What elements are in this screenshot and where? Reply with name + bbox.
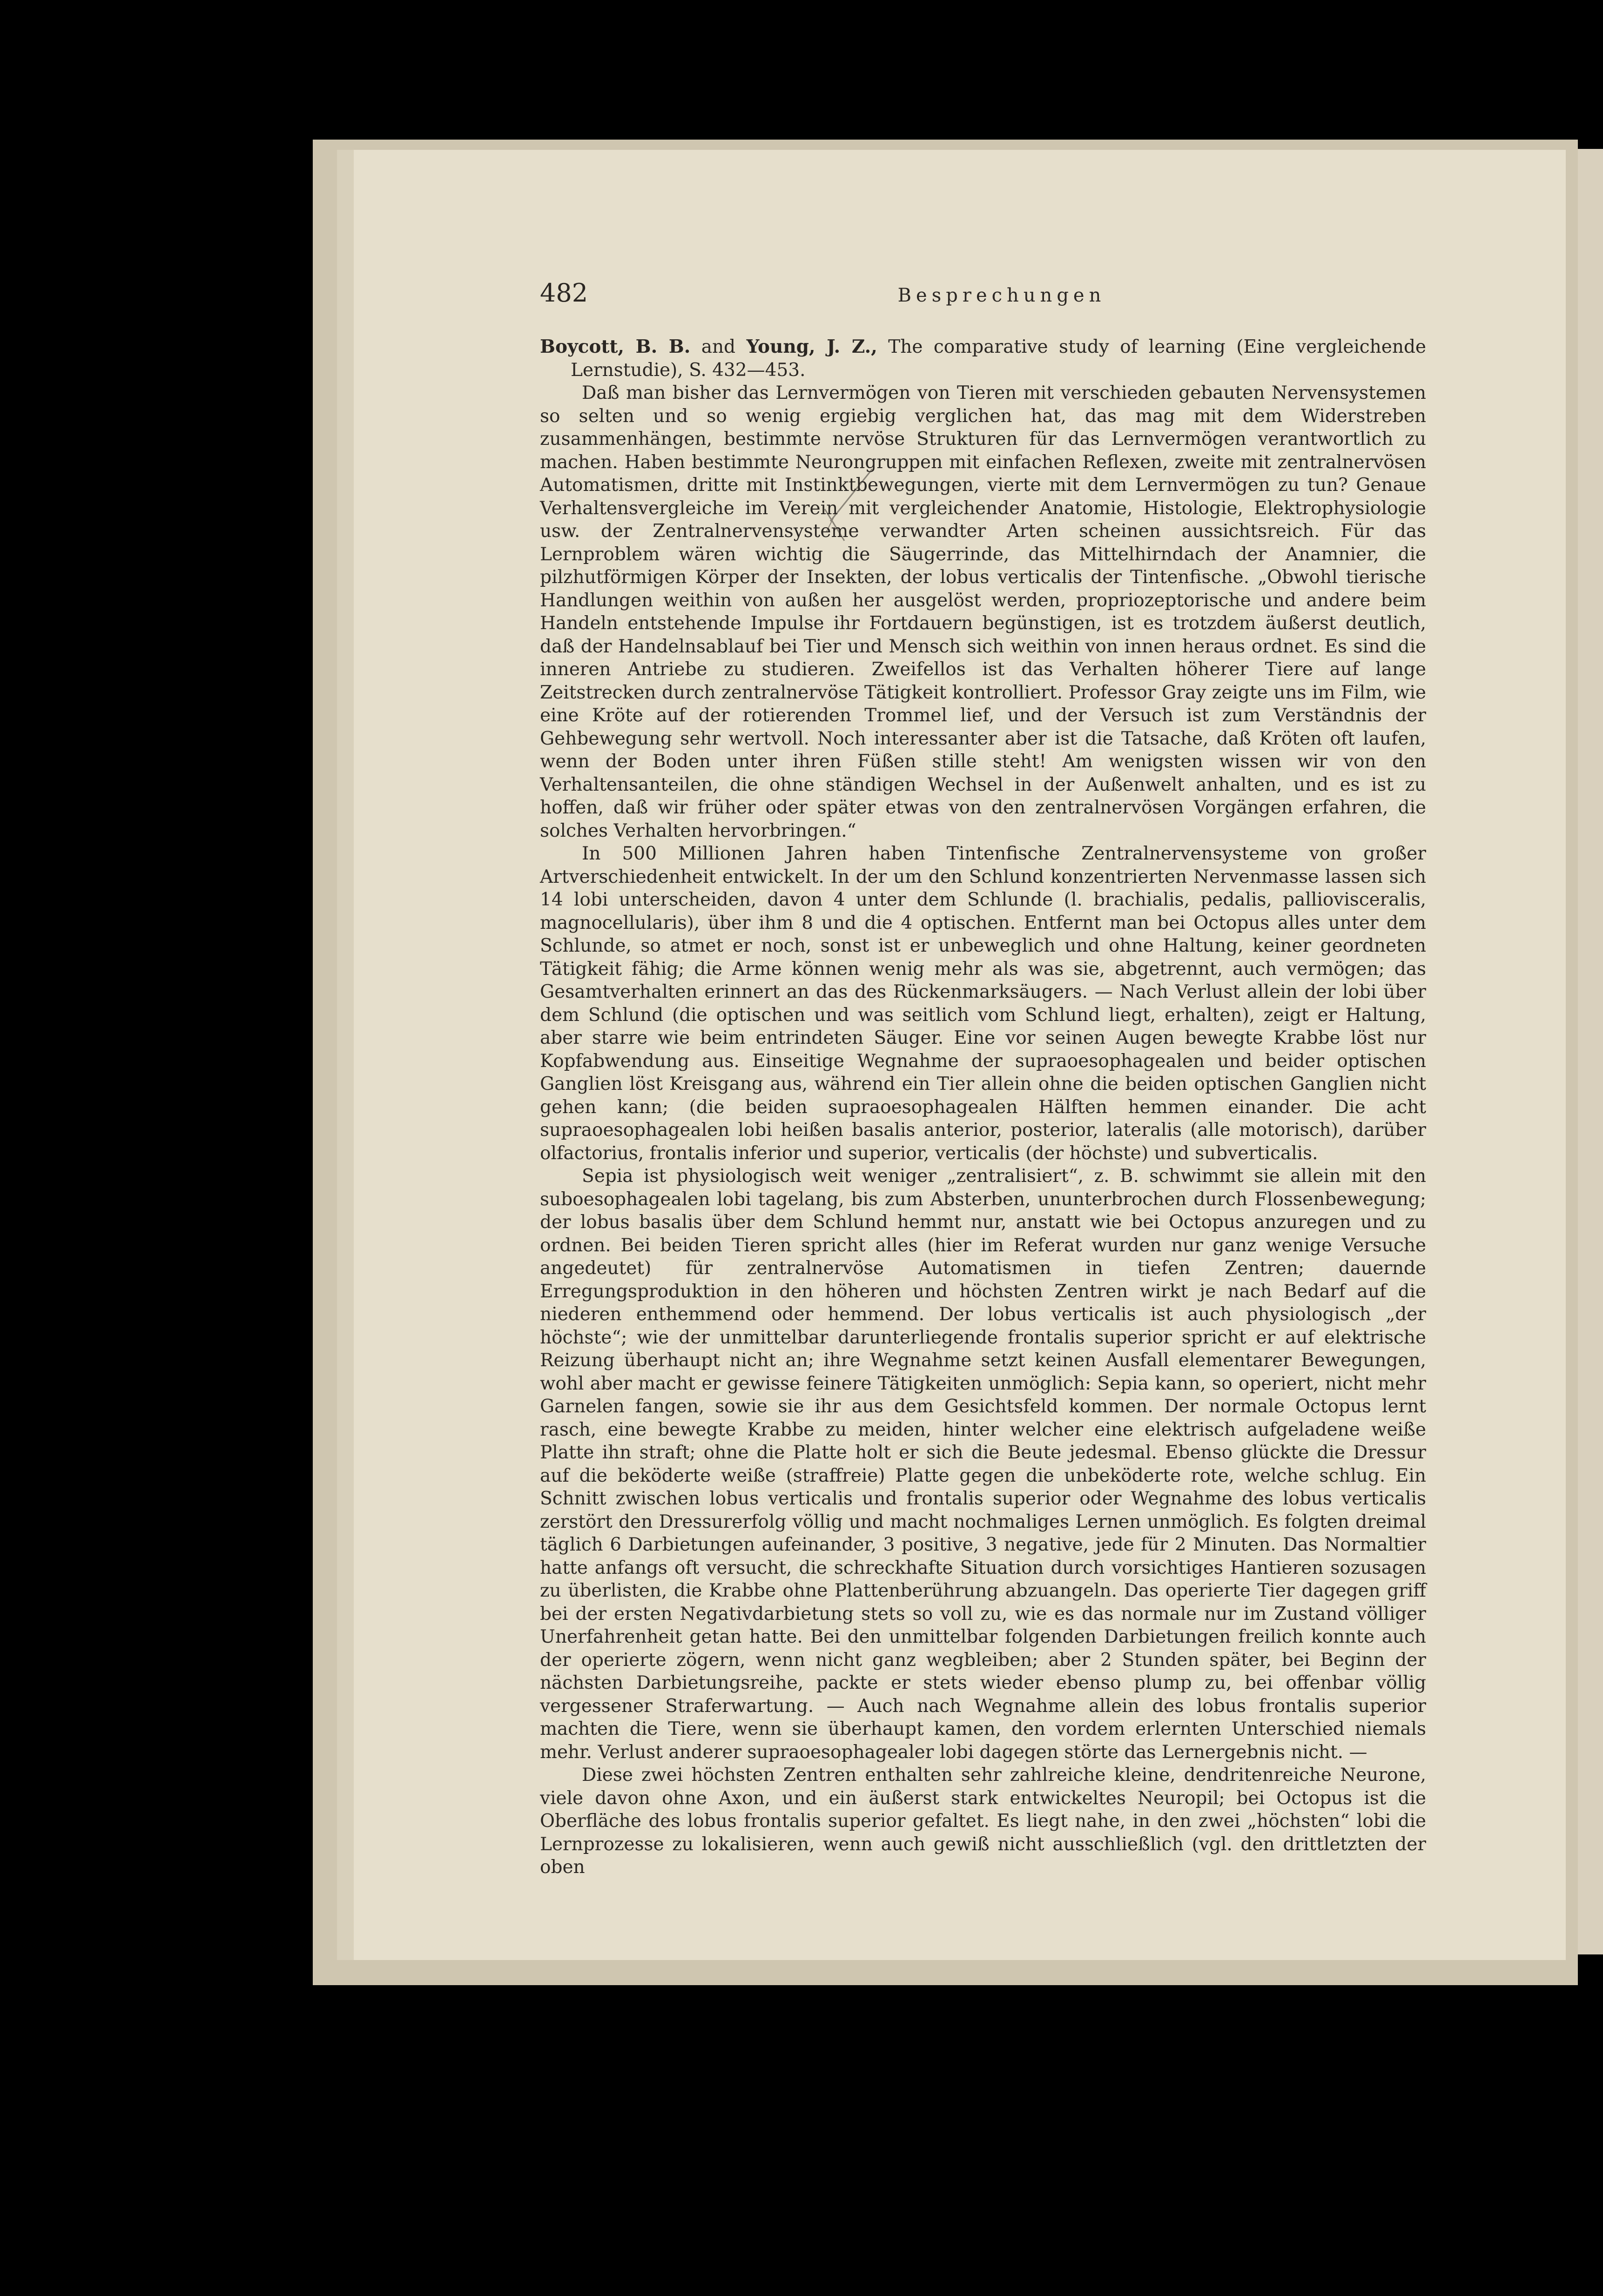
text-block [540,278,1426,1879]
book-page [337,150,1566,1960]
page-number: 482 [540,278,588,308]
adjacent-page-edge [1578,149,1603,1954]
citation-author-2: Young, J. Z., [746,336,877,357]
citation-author-1: Boycott, B. B. [540,336,691,357]
body-paragraph-1: Daß man bisher das Lernvermögen von Tieren mit verschieden gebauten Nervensystemen so selten und so wenig ergiebig verglichen hat, das mag mit dem Widerstreben zusammenhängen, bestimmte nervöse Strukturen für das Lernvermögen verantwortlich zu machen. Haben bestimmte Neurongruppen mit einfachen Reflexen, zweite mit zentralnervösen Automatismen, dritte mit Instinktbewegungen, vierte mit dem Lernvermögen zu tun? Genaue Verhaltensvergleiche im Verein mit vergleichender Anatomie, Histologie, Elektrophysiologie usw. der Zentralnervensysteme verwandter Arten scheinen aussichtsreich. Für das Lernproblem wären wichtig die Säugerrinde, das Mittelhirndach der Anamnier, die pilzhutförmigen Körper der Insekten, der lobus verticalis der Tintenfische. „Obwohl tierische Handlungen weithin von außen her ausgelöst werden, propriozeptorische und andere beim Handeln entstehende Impulse ihr Fortdauern begünstigen, ist es trotzdem äußerst deutlich, daß der Handelnsablauf bei Tier und Mensch sich weithin von innen heraus ordnet. Es sind die inneren Antriebe zu studieren. Zweifellos ist das Verhalten höherer Tiere auf lange Zeitstrecken durch zentralnervöse Tätigkeit kontrolliert. Professor Gray zeigte uns im Film, wie eine Kröte auf der rotierenden Trommel lief, und der Versuch ist zum Verständnis der Gehbewegung sehr wertvoll. Noch interessanter aber ist die Tatsache, daß Kröten oft laufen, wenn der Boden unter ihren Füßen stille steht! Am wenigsten wissen wir von den Verhaltensanteilen, die ohne ständigen Wechsel in der Außenwelt anhalten, und es ist zu hoffen, daß wir früher oder später etwas von den zentralnervösen Vorgängen erfahren, die solches Verhalten hervorbringen.“ [540,383,1426,841]
citation-entry [540,336,1426,382]
citation-title: The comparative study of learning (Eine vergleichende Lernstudie), S. 432—453. [571,336,1426,381]
citation-and: and [690,336,747,357]
body-paragraph-4: Diese zwei höchsten Zentren enthalten sehr zahlreiche kleine, dendritenreiche Neurone, viele davon ohne Axon, und ein äußerst stark entwickeltes Neuropil; bei Octopus ist die Oberfläche des lobus frontalis superior gefaltet. Es liegt nahe, in den zwei „höchsten“ lobi die Lernprozesse zu lokalisieren, wenn auch gewiß nicht ausschließlich (vgl. den drittletzten der oben [540,1765,1426,1878]
running-title: Besprechungen [897,285,1106,306]
page-header [540,278,1426,308]
body-paragraph-3: Sepia ist physiologisch weit weniger „zentralisiert“, z. B. schwimmt sie allein mit den suboesophagealen lobi tagelang, bis zum Absterben, ununterbrochen durch Flossenbewegung; der lobus basalis über dem Schlund hemmt nur, anstatt wie bei Octopus anzuregen und zu ordnen. Bei beiden Tieren spricht alles (hier im Referat wurden nur ganz wenige Versuche angedeutet) für zentralnervöse Automatismen in tiefen Zentren; dauernde Erregungsproduktion in den höheren und höchsten Zentren wirkt je nach Bedarf auf die niederen enthemmend oder hemmend. Der lobus verticalis ist auch physiologisch „der höchste“; wie der unmittelbar darunterliegende frontalis superior spricht er auf elektrische Reizung überhaupt nicht an; ihre Wegnahme setzt keinen Ausfall elementarer Bewegungen, wohl aber macht er gewisse feinere Tätigkeiten unmöglich: Sepia kann, so operiert, nicht mehr Garnelen fangen, sowie sie ihr aus dem Gesichtsfeld kommen. Der normale Octopus lernt rasch, eine bewegte Krabbe zu meiden, hinter welcher eine elektrisch aufgeladene weiße Platte ihn straft; ohne die Platte holt er sich die Beute jedesmal. Ebenso glückte die Dressur auf die beköderte weiße (straffreie) Platte gegen die unbeköderte rote, welche schlug. Ein Schnitt zwischen lobus verticalis und frontalis superior oder Wegnahme des lobus verticalis zerstört den Dressurerfolg völlig und macht nochmaliges Lernen unmöglich. Es folgten dreimal täglich 6 Darbietungen aufeinander, 3 positive, 3 negative, jede für 2 Minuten. Das Normaltier hatte anfangs oft versucht, die schreckhafte Situation durch vorsichtiges Hantieren sozusagen zu überlisten, die Krabbe ohne Plattenberührung abzuangeln. Das operierte Tier dagegen griff bei der ersten Negativdarbietung stets so voll zu, wie es das normale nur im Zustand völliger Unerfahrenheit getan hatte. Bei den unmittelbar folgenden Darbietungen freilich konnte auch der operierte zögern, wenn nicht ganz wegbleiben; aber 2 Stunden später, bei Beginn der nächsten Darbietungsreihe, packte er stets wieder ebenso plump zu, bei offenbar völlig vergessener Straferwartung. — Auch nach Wegnahme allein des lobus frontalis superior machten die Tiere, wenn sie überhaupt kamen, den vordem erlernten Unterschied niemals mehr. Verlust anderer supraoesophagealer lobi dagegen störte das Lernergebnis nicht. — [540,1166,1426,1763]
page-gutter-shadow [337,150,354,1960]
body-paragraph-2: In 500 Millionen Jahren haben Tintenfische Zentralnervensysteme von großer Artverschiedenheit entwickelt. In der um den Schlund konzentrierten Nervenmasse lassen sich 14 lobi unterscheiden, davon 4 unter dem Schlunde (l. brachialis, pedalis, palliovisceralis, magnocellularis), über ihm 8 und die 4 optischen. Entfernt man bei Octopus alles unter dem Schlunde, so atmet er noch, sonst ist er unbeweglich und ohne Haltung, keiner geordneten Tätigkeit fähig; die Arme können wenig mehr als was sie, abgetrennt, auch vermögen; das Gesamtverhalten erinnert an das des Rückenmarksäugers. — Nach Verlust allein der lobi über dem Schlund (die optischen und was seitlich vom Schlund liegt, erhalten), zeigt er Haltung, aber starre wie beim entrindeten Säuger. Eine vor seinen Augen bewegte Krabbe löst nur Kopfabwendung aus. Einseitige Wegnahme der supraoesophagealen und beider optischen Ganglien löst Kreisgang aus, während ein Tier allein ohne die beiden optischen Ganglien nicht gehen kann; (die beiden supraoesophagealen Hälften hemmen einander. Die acht supraoesophagealen lobi heißen basalis anterior, posterior, lateralis (alle motorisch), darüber olfactorius, frontalis inferior und superior, verticalis (der höchste) und subverticalis. [540,843,1426,1164]
